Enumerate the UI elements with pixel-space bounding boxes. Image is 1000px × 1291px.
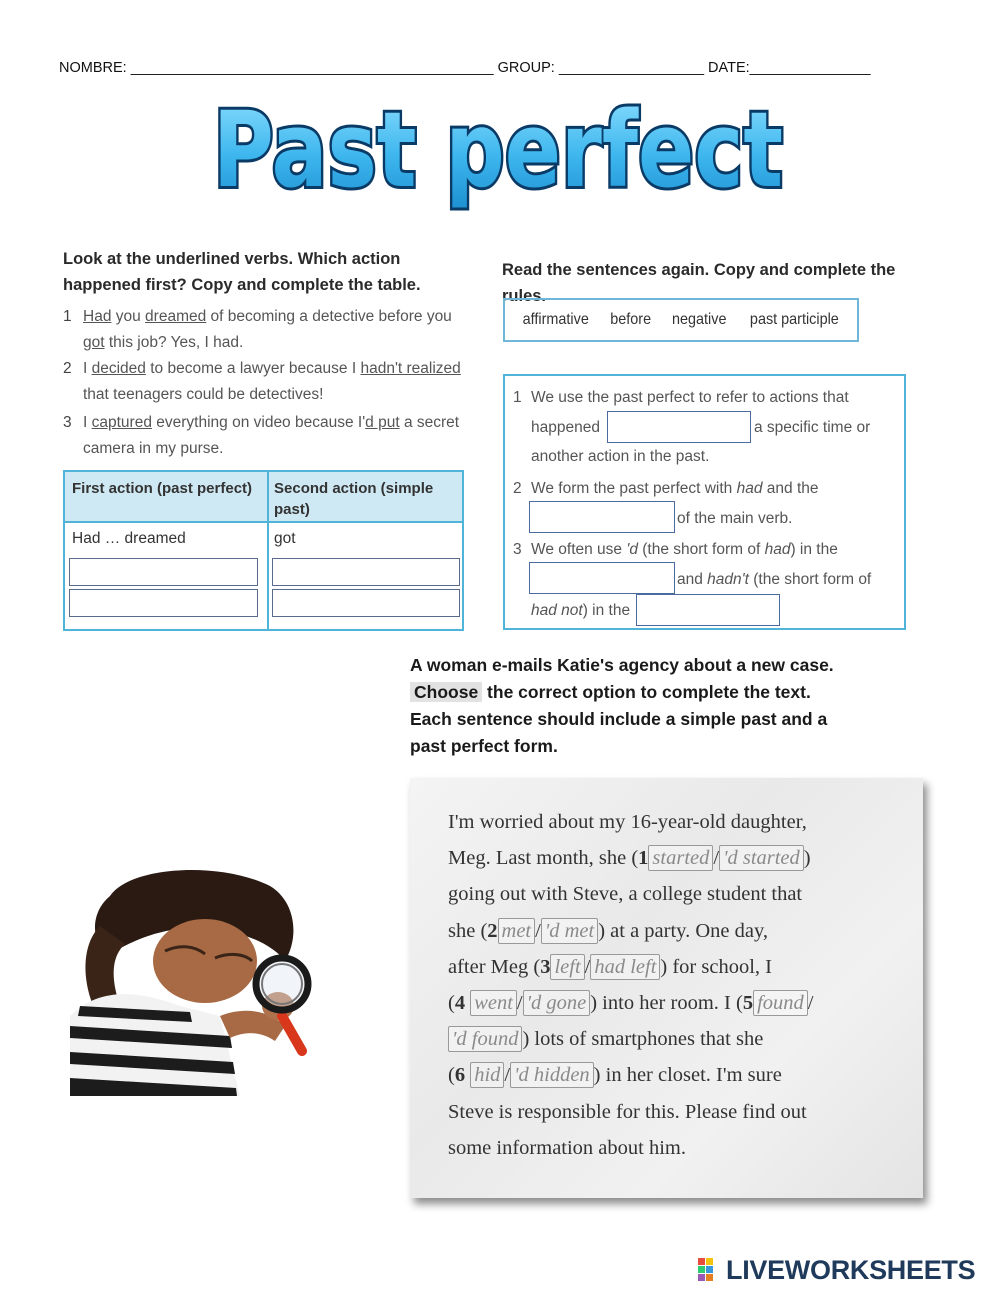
- actions-table: [63, 470, 464, 631]
- underlined-verb: dreamed: [145, 308, 207, 325]
- option-separator: /: [584, 955, 591, 978]
- choose-highlight: Choose: [410, 682, 482, 702]
- note-line: [448, 1021, 908, 1057]
- sentence-text: I: [83, 360, 92, 377]
- rule-text: We often use: [531, 541, 627, 558]
- option-separator: /: [516, 992, 523, 1015]
- rule3-number: 3: [513, 541, 522, 558]
- underlined-verb: captured: [91, 414, 152, 431]
- sentence-3: [63, 410, 468, 462]
- rule-text-italic: had: [764, 541, 791, 558]
- option-2b[interactable]: 'd met: [541, 918, 598, 944]
- instruction-text: the correct option to complete the text.: [482, 682, 811, 702]
- item-number: 1: [638, 847, 649, 870]
- section3-instruction-line4: past perfect form.: [410, 736, 558, 756]
- option-separator: /: [713, 847, 720, 870]
- sentence-text: a secret camera in my purse.: [83, 414, 460, 457]
- underlined-verb: hadn't realized: [360, 360, 461, 377]
- rule3-line1: [531, 535, 838, 565]
- sentence-text: everything on video because I': [151, 414, 366, 431]
- rule-text-italic: had: [736, 480, 763, 497]
- option-6a[interactable]: hid: [470, 1062, 504, 1088]
- rule-text-italic: hadn't: [707, 571, 749, 588]
- logo-text: LIVEWORKSHEETS: [726, 1254, 976, 1285]
- note-line: [448, 985, 908, 1021]
- note-text: ): [803, 847, 811, 870]
- col2-header-line2: past): [274, 501, 310, 518]
- answer-box-r2c2[interactable]: [272, 558, 460, 586]
- rule-text: We form the past perfect with: [531, 480, 737, 497]
- note-line: [448, 840, 908, 876]
- rule1-line2b: a specific time or: [754, 419, 871, 436]
- rule1-line3: another action in the past.: [531, 448, 710, 465]
- note-line: going out with Steve, a college student that: [448, 883, 803, 906]
- item-number: 5: [742, 992, 754, 1015]
- note-text: (: [448, 1064, 455, 1087]
- sentence-number: 1: [63, 308, 72, 325]
- section1-instruction-line1: Look at the underlined verbs. Which action: [63, 250, 401, 268]
- section1-instruction-line2: happened first? Copy and complete the table.: [63, 276, 421, 294]
- note-text: she (: [448, 919, 488, 942]
- rule-text-italic: had not: [531, 602, 583, 619]
- option-3b[interactable]: had left: [590, 954, 660, 980]
- rules-box: [503, 374, 906, 630]
- note-text: ) lots of smartphones that she: [522, 1028, 764, 1051]
- note-line: [448, 1057, 908, 1093]
- rule-text: (the short form of: [637, 541, 765, 558]
- option-4b[interactable]: 'd gone: [523, 990, 591, 1016]
- email-note-card: [410, 778, 923, 1198]
- note-line: I'm worried about my 16-year-old daughter,: [448, 811, 807, 833]
- section2-instruction: Read the sentences again. Copy and complete the rules.: [502, 261, 896, 305]
- option-6b[interactable]: 'd hidden: [510, 1062, 594, 1088]
- rule1-line1: We use the past perfect to refer to actions that: [531, 389, 849, 406]
- sentence-text: this job? Yes, I had.: [104, 334, 244, 351]
- rule2-number: 2: [513, 480, 522, 497]
- sentence-1: [63, 304, 468, 356]
- sentence-text: to become a lawyer because I: [145, 360, 361, 377]
- note-text: ) for school, I: [660, 955, 772, 978]
- rule-text-italic: 'd: [626, 541, 638, 558]
- word-bank-item: before: [609, 311, 651, 328]
- note-text: (: [448, 992, 455, 1015]
- note-text: ) in her closet. I'm sure: [593, 1064, 782, 1087]
- rule1-number: 1: [513, 389, 522, 406]
- section3-instruction: [410, 652, 890, 760]
- rule3-line3: [531, 596, 630, 626]
- answer-box-r2c1[interactable]: [69, 558, 258, 586]
- rule3-answer-box-1[interactable]: [529, 562, 675, 594]
- option-3a[interactable]: left: [550, 954, 584, 980]
- rule2-line1: [531, 474, 819, 504]
- page-title: [208, 89, 788, 222]
- note-line: some information about him.: [448, 1136, 686, 1159]
- note-line: [448, 949, 908, 985]
- sentence-number: 2: [63, 360, 72, 377]
- section3-instruction-line3: Each sentence should include a simple past and a: [410, 709, 828, 729]
- row1-col1: Had … dreamed: [72, 530, 186, 547]
- option-1a[interactable]: started: [648, 845, 713, 871]
- note-text: ) at a party. One day,: [598, 919, 769, 942]
- item-number: 3: [540, 955, 551, 978]
- sentence-text: that teenagers could be detectives!: [83, 386, 324, 403]
- col2-header-line1: Second action (simple: [274, 480, 434, 497]
- underlined-verb: decided: [91, 360, 146, 377]
- option-separator: /: [535, 919, 541, 942]
- note-line: [448, 913, 908, 949]
- item-number: 2: [487, 919, 498, 942]
- col1-header: First action (past perfect): [72, 480, 253, 497]
- word-bank: [503, 298, 859, 342]
- option-separator: /: [504, 1064, 511, 1087]
- section1-instruction: [63, 246, 483, 298]
- table-divider: [267, 472, 269, 629]
- sentence-text: I: [83, 414, 92, 431]
- answer-box-r3c2[interactable]: [272, 589, 460, 617]
- note-text: ) into her room. I (: [590, 992, 743, 1015]
- answer-box-r3c1[interactable]: [69, 589, 258, 617]
- sentence-text: you: [111, 308, 146, 325]
- option-4a[interactable]: went: [470, 990, 517, 1016]
- section3-instruction-line1: A woman e-mails Katie's agency about a new case.: [410, 655, 834, 675]
- email-note-text: [448, 804, 908, 1166]
- item-number: 4: [454, 992, 466, 1015]
- option-separator: /: [807, 992, 814, 1015]
- rule3-line2: [677, 565, 871, 595]
- word-bank-item: affirmative: [522, 311, 589, 328]
- sentence-number: 3: [63, 414, 72, 431]
- note-line: Steve is responsible for this. Please find out: [448, 1100, 807, 1123]
- underlined-verb: got: [83, 334, 105, 351]
- col2-header: [274, 478, 433, 520]
- option-1b[interactable]: 'd started: [719, 845, 804, 871]
- row1-col2: got: [274, 530, 296, 547]
- option-2a[interactable]: met: [498, 918, 536, 944]
- logo-grid-icon: [698, 1258, 722, 1282]
- word-bank-item: negative: [671, 311, 727, 328]
- option-5a[interactable]: found: [753, 990, 808, 1016]
- option-5b[interactable]: 'd found: [448, 1026, 522, 1052]
- underlined-verb: Had: [83, 308, 112, 325]
- underlined-verb: d put: [365, 414, 400, 431]
- title-text: Past perfect: [213, 89, 783, 211]
- rule-text: and: [677, 571, 708, 588]
- rule-text: ) in the: [790, 541, 838, 558]
- rule1-line2a: happened: [531, 419, 600, 436]
- rule3-answer-box-2[interactable]: [636, 594, 780, 626]
- word-bank-item: past participle: [749, 311, 839, 328]
- rule-text: and the: [762, 480, 819, 497]
- rule2-answer-box[interactable]: [529, 501, 675, 533]
- rule1-answer-box[interactable]: [607, 411, 751, 443]
- rule-text: (the short form of: [748, 571, 872, 588]
- rule2-line2: of the main verb.: [677, 510, 793, 527]
- note-text: Meg. Last month, she (: [448, 847, 639, 870]
- section3-instruction-line2: [410, 679, 890, 706]
- name-group-date-line: NOMBRE: _____________________________________________ GROUP: __________________ DATE:_______________: [59, 60, 871, 76]
- girl-with-magnifying-glass-photo: [70, 866, 310, 1096]
- sentence-text: of becoming a detective before you: [206, 308, 452, 325]
- sentence-2: [63, 356, 468, 408]
- item-number: 6: [454, 1064, 466, 1087]
- rule-text: ) in the: [582, 602, 631, 619]
- note-text: after Meg (: [448, 955, 541, 978]
- liveworksheets-logo: [698, 1254, 975, 1286]
